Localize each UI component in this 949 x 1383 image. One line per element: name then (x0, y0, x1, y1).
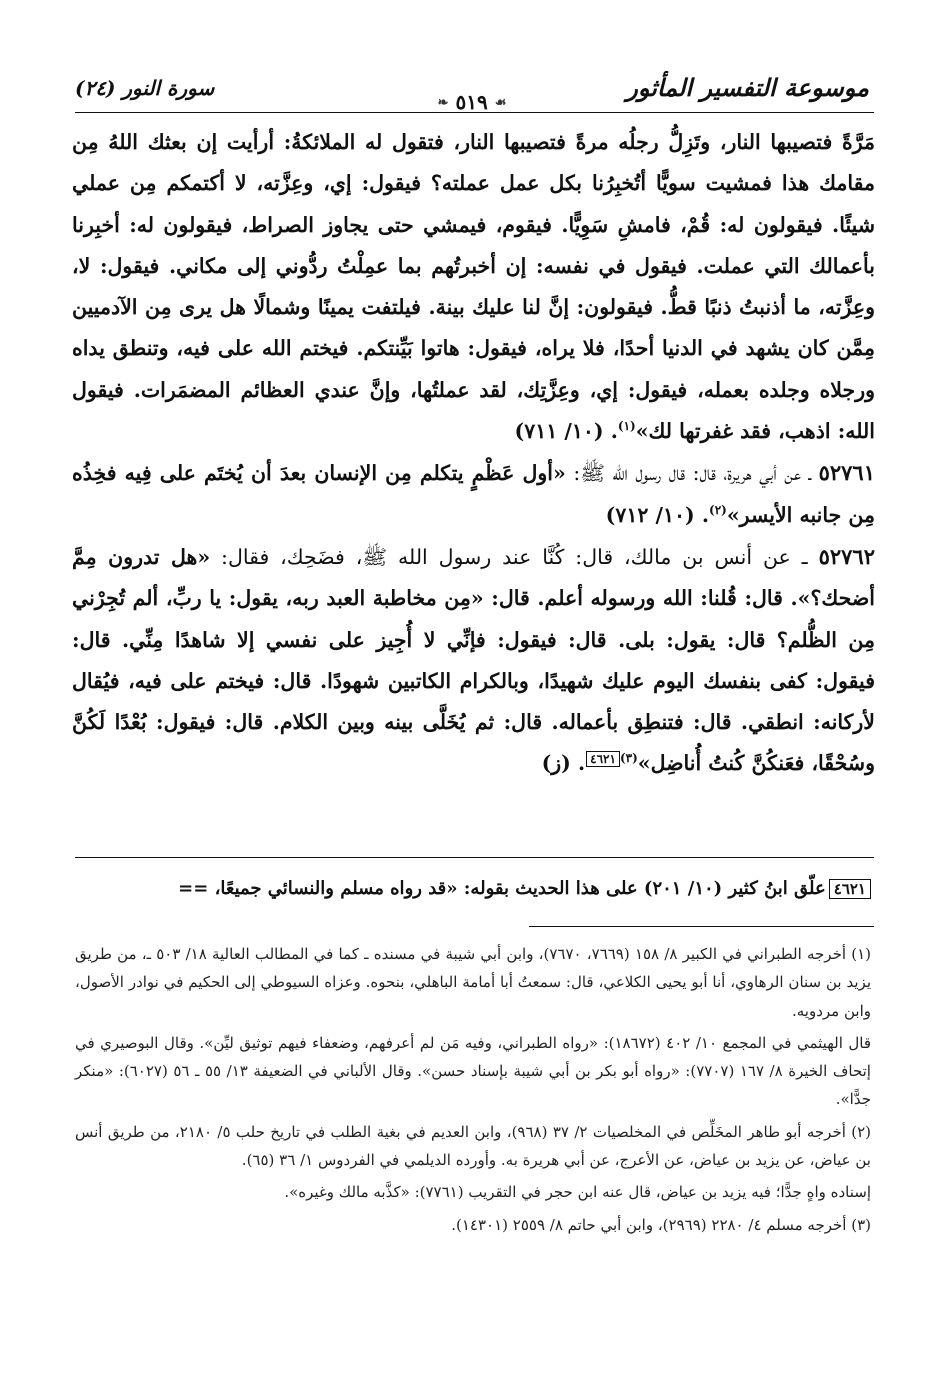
paragraph-continued (72, 122, 875, 452)
note-box-number: ٤٦٢١ (586, 751, 620, 767)
surah-title: سورة النور (٢٤) (75, 76, 215, 100)
commentary-text: علّق ابنُ كثير (١٠/ ٢٠١) على هذا الحديث بقوله: «قد رواه مسلم والنسائي جميعًا، == (178, 878, 826, 899)
page-number: ٥١٩ (455, 90, 488, 114)
footnotes (75, 940, 871, 1243)
footnote: إسناده واهٍ جدًّا؛ فيه يزيد بن عياض، قال عنه ابن حجر في التقريب (٧٧٦١): «كذَّبه مالك وغيره». (284, 1183, 871, 1202)
footnote: (٣) أخرجه مسلم ٤/ ٢٢٨٠ (٢٩٦٩)، وابن أبي حاتم ٨/ ٢٥٥٩ (١٤٣٠١). (451, 1215, 871, 1234)
hadith-entry (72, 536, 875, 785)
footnotes-rule (529, 926, 874, 927)
ornament-left-icon: ❧ (437, 95, 449, 111)
commentary-note (40, 872, 871, 906)
book-title: موسوعة التفسير المأثور (626, 73, 869, 102)
hadith-text: «أول عَظْمٍ يتكلم مِن الإنسان بعدَ أن يُختَم على فِيه فخِذُه مِن جانبه الأيسر» (72, 461, 875, 527)
header-rule (75, 112, 874, 113)
volume-reference: . (١٠/ ٧١١) (514, 419, 618, 444)
commentary-box-number: ٤٦٢١ (829, 879, 871, 899)
footnote: قال الهيثمي في المجمع ١٠/ ٤٠٢ (١٨٦٧٢): «رواه الطبراني، وفيه مَن لم أعرفهم، وضعفاء فيهم توثيق ليِّن». وقال البوصيري في إتحاف الخيرة ٨/ ١٦٧ (٧٧٠٧): «رواه أبو بكر بن أبي شيبة بإسناد حسن». وقال الألباني في الضعيفة ١٣/ ٥٥ ـ ٥٦ (٦٠٢٧): «منكر جدًّا». (75, 1033, 872, 1109)
hadith-chain: ـ عن أنس بن مالك، قال: كُنَّا عند رسول الله ﷺ، فضَحِك، فقال: (210, 544, 819, 569)
footnote: (٢) أخرجه أبو طاهر المخَلِّص في المخلصيات ٢/ ٣٧ (٩٦٨)، وابن العديم في بغية الطلب في تاريخ حلب ٥/ ٢١٨٠، من طريق أنس بن عياض، عن يزيد بن عياض، عن الأعرج، عن أبي هريرة به. وأورده الديلمي في الفردوس ١/ ٣٦ (٦٥). (75, 1122, 872, 1170)
footnote-marker: (١) (617, 419, 636, 434)
footnote: (١) أخرجه الطبراني في الكبير ٨/ ١٥٨ (٧٦٦٩، ٧٦٧٠)، وابن أبي شيبة في مسنده ـ كما في المطالب العالية ١٨/ ٥٠٣ ـ، من طريق يزيد بن سنان الرهاوي، أنا أبو يحيى الكلاعي، قال: سمعتُ أبا أمامة الباهلي، بنحوه. وعزاه السيوطي إلى الحكيم في نوادر الأصول، وابن مردويه. (75, 945, 871, 1020)
hadith-number: ٥٢٧٦٢ (818, 543, 875, 569)
footnote-marker: (٢) (709, 502, 727, 517)
notes-divider (75, 857, 874, 858)
main-text (72, 122, 875, 785)
volume-reference: . (ز) (541, 751, 586, 776)
footnote-marker: (٣) (619, 751, 638, 766)
volume-reference: . (١٠/ ٧١٢) (605, 502, 709, 527)
hadith-entry (72, 452, 875, 536)
hadith-number: ٥٢٧٦١ (818, 460, 875, 486)
page-header (75, 68, 869, 114)
ornament-right-icon: ☙ (494, 95, 507, 111)
hadith-chain: ـ عن أبي هريرة، قال: قال رسول الله ﷺ: (565, 461, 819, 486)
paragraph-text: مَرَّةً فتصيبها النار، وتَزِلُّ رجلُه مرةً فتصيبها النار، فتقول له الملائكةُ: أرأيت إن بعثك اللهُ مِن مقامك هذا فمشيت سويًّا أتُخبِرُنا بكل عمل عملته؟ فيقول: إي، وعِزَّته، لا أكتمكم مِن عملي شيئًا. فيقولون له: قُمْ، فامشِ سَوِيًّا. فيقوم، فيمشي حتى يجاوز الصراط، فيقولون له: أخبِرنا بأعمالك التي عملت. فيقول في نفسه: إن أخبرتُهم بما عمِلْتُ ردُّوني إلى مكاني. فيقول: لا، وعِزَّته، ما أذنبتُ ذنبًا قطُّ. فيقولون: إنَّ لنا عليك بينة. فيلتفت يمينًا وشمالًا هل يرى مِن الآدميين مِمَّن كان يشهد في الدنيا أحدًا، فلا يراه، فيقول: هاتوا بَيِّنتكم. فيختم الله على فيه، وتنطق يداه ورجلاه وجلده بعمله، فيقول: إي، وعِزَّتِك، لقد عملتُها، وإنَّ عندي العظائم المضمَرات. فيقول الله: اذهب، فقد غفرتها لك» (72, 130, 875, 444)
page-number-wrap (434, 88, 511, 118)
hadith-text: «هل تدرون مِمَّ أضحك؟». قال: قُلنا: الله ورسوله أعلم. قال: «مِن مخاطبة العبد ربه، يقول: يا ربِّ، ألم تُجِرْني مِن الظُّلم؟ قال: يقول: بلى. قال: فيقول: فإنِّي لا أُجِيز على نفسي إلا شاهدًا مِنِّي. قال: فيقول: كفى بنفسك اليوم عليك شهيدًا، وبالكرام الكاتبين شهودًا. قال: فيختم على فيه، فيُقال لأركانه: انطقي. قال: فتنطِق بأعماله. قال: ثم يُخَلَّى بينه وبين الكلام. قال: فيقول: بُعْدًا لَكُنَّ وسُحْقًا، فعَنكُنَّ كُنتُ أُناضِل» (72, 544, 875, 776)
